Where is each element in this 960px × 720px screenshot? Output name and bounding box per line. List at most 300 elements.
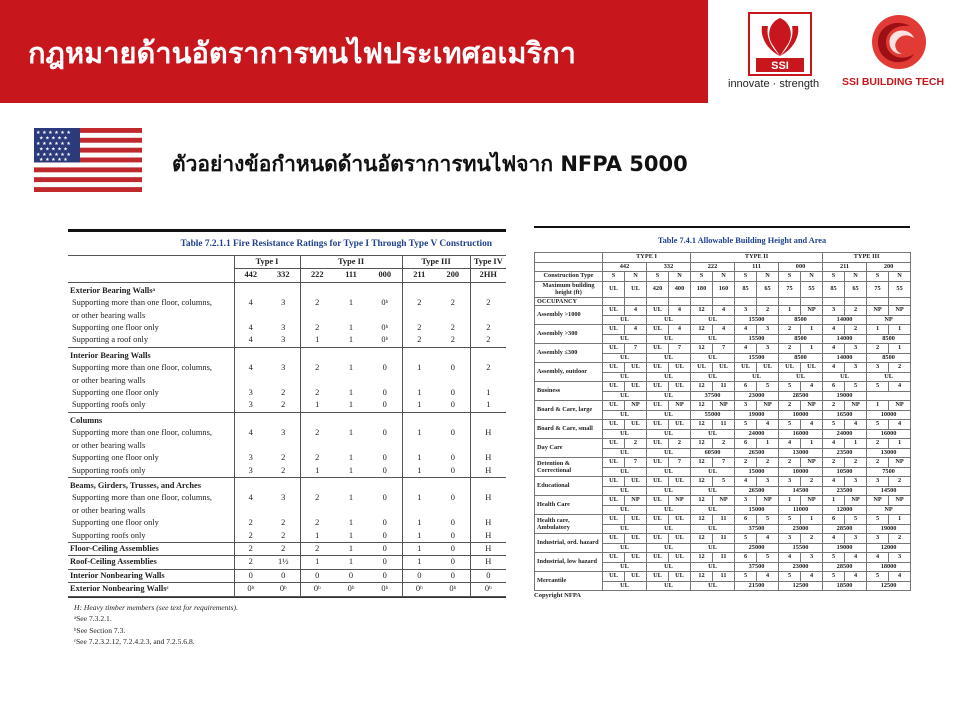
row-label: or other bearing walls xyxy=(72,505,146,515)
footnote: ᵃSee 7.3.2.1. xyxy=(74,614,112,624)
stories-cell: 4 xyxy=(625,325,647,335)
area-cell: UL xyxy=(647,486,691,496)
blank-cell xyxy=(867,297,889,305)
area-cell: UL xyxy=(603,581,647,591)
stories-cell: 12 xyxy=(691,496,713,506)
rating-cell: 1 xyxy=(348,388,354,398)
stories-cell: 7 xyxy=(713,458,735,468)
rating-cell: 0 xyxy=(436,530,470,543)
stories-cell: NP xyxy=(867,306,889,316)
svg-text:★ ★ ★ ★ ★ ★: ★ ★ ★ ★ ★ ★ xyxy=(36,130,71,136)
rating-cell: 1 xyxy=(348,323,354,333)
rating-cell: H xyxy=(470,492,506,504)
area-cell: UL xyxy=(691,581,735,591)
code-header: 200 xyxy=(867,262,911,272)
rating-cell: 3 xyxy=(281,428,286,438)
rating-cell: 2 xyxy=(300,387,334,399)
rating-cell: 2 xyxy=(234,530,267,543)
construction-type-label: Construction Type xyxy=(535,272,603,282)
area-cell: 28500 xyxy=(779,391,823,401)
table-row xyxy=(68,322,506,334)
stories-cell: 4 xyxy=(757,572,779,582)
stories-cell: 4 xyxy=(713,306,735,316)
rating-cell: 2 xyxy=(450,323,455,333)
rating-cell: 1 xyxy=(334,556,368,569)
stories-cell: UL xyxy=(625,572,647,582)
rating-cell xyxy=(300,440,334,452)
stories-cell: 5 xyxy=(823,553,845,563)
stories-cell: 5 xyxy=(779,572,801,582)
area-cell: 25000 xyxy=(735,543,779,553)
stories-cell: 11 xyxy=(713,572,735,582)
stories-cell: 2 xyxy=(867,439,889,449)
stories-cell: 7 xyxy=(625,458,647,468)
rating-cell: 1 xyxy=(402,387,436,399)
area-cell: UL xyxy=(691,467,735,477)
stories-cell: UL xyxy=(603,325,625,335)
svg-text:★ ★ ★ ★ ★: ★ ★ ★ ★ ★ xyxy=(39,135,68,142)
table-row xyxy=(68,347,506,362)
rating-cell: 0 xyxy=(368,530,402,543)
occupancy-name: Assembly, outdoor xyxy=(535,363,603,382)
rating-cell: 0 xyxy=(267,569,300,582)
code-header: 200 xyxy=(436,269,470,282)
rating-cell xyxy=(436,347,470,362)
stories-cell: NP xyxy=(625,401,647,411)
stories-cell: 5 xyxy=(757,553,779,563)
area-cell: UL xyxy=(823,372,867,382)
blank-cell xyxy=(647,297,669,305)
area-cell: UL xyxy=(691,429,735,439)
area-cell: UL xyxy=(603,543,647,553)
stories-cell: 5 xyxy=(823,420,845,430)
stories-cell: 2 xyxy=(845,325,867,335)
rating-cell: 2 xyxy=(300,517,334,529)
blank-cell xyxy=(867,391,911,401)
svg-text:★ ★ ★ ★ ★ ★: ★ ★ ★ ★ ★ ★ xyxy=(36,152,71,158)
table-row xyxy=(68,492,506,504)
row-label: Exterior Bearing Wallsᵃ xyxy=(70,285,155,295)
rating-cell: 1 xyxy=(402,517,436,529)
rating-cell: 0 xyxy=(450,493,455,503)
stories-cell: 4 xyxy=(735,325,757,335)
rating-cell xyxy=(402,375,436,387)
area-cell: 23000 xyxy=(779,524,823,534)
table-row xyxy=(68,297,506,309)
rating-cell: 1 xyxy=(402,492,436,504)
rating-cell: 0 xyxy=(234,569,267,582)
stories-cell: NP xyxy=(889,496,911,506)
table-footnotes xyxy=(68,602,506,648)
rating-cell: 0ᵇ xyxy=(334,583,368,596)
table-row xyxy=(535,477,911,487)
occupancy-name: Educational xyxy=(535,477,603,496)
rating-cell: 1 xyxy=(470,387,506,399)
stories-cell: 3 xyxy=(735,496,757,506)
stories-cell: UL xyxy=(647,458,669,468)
stories-cell: UL xyxy=(801,363,823,373)
area-cell: 23500 xyxy=(823,486,867,496)
stories-cell: 12 xyxy=(691,420,713,430)
area-cell: UL xyxy=(691,543,735,553)
area-cell: UL xyxy=(691,524,735,534)
rating-cell: 4 xyxy=(234,334,267,347)
table-row xyxy=(68,569,506,582)
stories-cell: 3 xyxy=(889,553,911,563)
rating-cell: 0 xyxy=(334,569,368,582)
stories-cell: UL xyxy=(603,477,625,487)
stories-cell: 12 xyxy=(691,477,713,487)
rating-cell: 0 xyxy=(368,542,402,555)
area-cell: 21500 xyxy=(735,581,779,591)
row-label: Supporting roofs only xyxy=(68,530,234,543)
sn-cell: S xyxy=(867,272,889,282)
occupancy-name: Health Care xyxy=(535,496,603,515)
rating-cell xyxy=(470,375,506,387)
rating-cell: 3 xyxy=(281,493,286,503)
area-cell: 14000 xyxy=(823,315,867,325)
rating-cell: 1 xyxy=(334,542,368,555)
stories-cell: 3 xyxy=(845,344,867,354)
table-bottom-rule xyxy=(68,597,506,598)
rating-cell xyxy=(334,375,368,387)
table-row xyxy=(68,362,506,374)
code-header: 211 xyxy=(402,269,436,282)
table-row xyxy=(535,262,911,272)
stories-cell: 2 xyxy=(779,344,801,354)
stories-cell: 7 xyxy=(625,344,647,354)
allowable-height-area-caption: Table 7.4.1 Allowable Building Height and Area xyxy=(657,236,827,245)
rating-cell xyxy=(300,282,334,297)
blank-cell xyxy=(779,297,801,305)
rating-cell xyxy=(267,477,300,492)
table-row xyxy=(68,387,506,399)
table-row xyxy=(68,530,506,543)
stories-cell: 4 xyxy=(625,306,647,316)
row-label: or other bearing walls xyxy=(72,310,146,320)
area-cell: 8500 xyxy=(779,315,823,325)
rating-cell: 0ᵇ xyxy=(402,583,436,596)
rating-cell: 2 xyxy=(450,298,455,308)
stories-cell: UL xyxy=(647,344,669,354)
row-label: Beams, Girders, Trusses, and Arches xyxy=(70,480,201,490)
rating-cell xyxy=(470,310,506,322)
area-cell: 12000 xyxy=(867,543,911,553)
stories-cell: UL xyxy=(647,420,669,430)
stories-cell: NP xyxy=(801,401,823,411)
stories-cell: UL xyxy=(625,382,647,392)
stories-cell: 4 xyxy=(801,382,823,392)
area-cell: 12000 xyxy=(823,505,867,515)
table-row xyxy=(535,253,911,263)
area-cell: 24000 xyxy=(823,429,867,439)
rating-cell: 2 xyxy=(267,530,300,543)
stories-cell: UL xyxy=(669,515,691,525)
allowable-height-area-grid xyxy=(534,252,911,591)
code-header: 332 xyxy=(267,269,300,282)
blank-cell xyxy=(735,297,757,305)
rating-cell: 1 xyxy=(334,530,368,543)
rating-cell: 1 xyxy=(300,334,334,347)
stories-cell: 6 xyxy=(735,515,757,525)
stories-cell: NP xyxy=(625,496,647,506)
area-cell: 12500 xyxy=(867,581,911,591)
rating-cell xyxy=(470,505,506,517)
height-cell: 75 xyxy=(779,281,801,297)
rating-cell xyxy=(300,505,334,517)
height-cell: 55 xyxy=(889,281,911,297)
stories-cell: 3 xyxy=(867,534,889,544)
rating-cell xyxy=(470,477,506,492)
table-row xyxy=(535,325,911,335)
rating-cell xyxy=(234,347,267,362)
blank-cell xyxy=(625,297,647,305)
stories-cell: 12 xyxy=(691,572,713,582)
rating-cell: 0 xyxy=(382,493,387,503)
rating-cell xyxy=(470,347,506,362)
row-label: or other bearing walls xyxy=(72,440,146,450)
type-header: Type IV xyxy=(470,256,506,269)
table-row xyxy=(535,496,911,506)
area-cell: 28500 xyxy=(823,562,867,572)
rating-cell: 1 xyxy=(402,465,436,478)
occupancy-name: Detention & Correctional xyxy=(535,458,603,477)
occupancy-name: Mercantile xyxy=(535,572,603,591)
row-label: Supporting more than one floor, columns, xyxy=(72,428,212,438)
stories-cell: 4 xyxy=(669,306,691,316)
rating-cell: 4 xyxy=(234,297,267,309)
area-cell: UL xyxy=(603,524,647,534)
stories-cell: 4 xyxy=(823,325,845,335)
stories-cell: 3 xyxy=(845,534,867,544)
row-label: Supporting roofs only xyxy=(68,399,234,412)
area-cell: UL xyxy=(691,562,735,572)
occupancy-name: Assembly >1000 xyxy=(535,306,603,325)
stories-cell: UL xyxy=(647,325,669,335)
rating-cell: 0 xyxy=(402,569,436,582)
blank-cell xyxy=(823,297,845,305)
rating-cell: H xyxy=(470,530,506,543)
height-cell: 65 xyxy=(845,281,867,297)
stories-cell: UL xyxy=(669,363,691,373)
us-flag-icon xyxy=(34,128,142,192)
area-cell: UL xyxy=(603,391,647,401)
area-cell: 15500 xyxy=(735,315,779,325)
row-label: Supporting one floor only xyxy=(72,453,159,463)
rating-cell: 0ᵇ xyxy=(381,298,389,308)
rating-cell xyxy=(267,282,300,297)
stories-cell: 2 xyxy=(889,363,911,373)
area-cell: UL xyxy=(647,391,691,401)
stories-cell: 6 xyxy=(823,515,845,525)
stories-cell: 5 xyxy=(757,515,779,525)
stories-cell: 4 xyxy=(889,572,911,582)
stories-cell: 11 xyxy=(713,420,735,430)
stories-cell: UL xyxy=(603,382,625,392)
area-cell: UL xyxy=(691,315,735,325)
rating-cell: 0 xyxy=(368,399,402,412)
rating-cell: 0ᵇ xyxy=(368,583,402,596)
rating-cell xyxy=(470,440,506,452)
occupancy-name: Business xyxy=(535,382,603,401)
area-cell: 26500 xyxy=(735,486,779,496)
code-header: 442 xyxy=(603,262,647,272)
stories-cell: 5 xyxy=(779,420,801,430)
stories-cell: 4 xyxy=(779,553,801,563)
rating-cell: 1 xyxy=(334,465,368,478)
area-cell: 19000 xyxy=(735,410,779,420)
rating-cell: 3 xyxy=(234,452,267,464)
rating-cell: 2 xyxy=(300,542,334,555)
page-title: กฎหมายด้านอัตราการทนไฟประเทศอเมริกา xyxy=(28,36,576,70)
rating-cell xyxy=(267,347,300,362)
rating-cell: 2 xyxy=(234,556,267,569)
blank-cell xyxy=(889,297,911,305)
row-label: Interior Nonbearing Walls xyxy=(68,569,234,582)
stories-cell: UL xyxy=(625,553,647,563)
area-cell: UL xyxy=(603,372,647,382)
stories-cell: 3 xyxy=(779,534,801,544)
row-label: Supporting more than one floor, columns, xyxy=(72,363,212,373)
rating-cell: 0 xyxy=(368,465,402,478)
stories-cell: 3 xyxy=(801,553,823,563)
rating-cell xyxy=(402,477,436,492)
stories-cell: UL xyxy=(603,439,625,449)
row-label: or other bearing walls xyxy=(72,375,146,385)
rating-cell xyxy=(334,347,368,362)
rating-cell xyxy=(368,477,402,492)
stories-cell: 11 xyxy=(713,382,735,392)
stories-cell: 6 xyxy=(735,439,757,449)
stories-cell: 5 xyxy=(845,382,867,392)
rating-cell: 2 xyxy=(267,465,300,478)
stories-cell: 4 xyxy=(823,344,845,354)
rating-cell: 0 xyxy=(450,388,455,398)
stories-cell: 3 xyxy=(735,401,757,411)
table-row xyxy=(535,401,911,411)
stories-cell: 5 xyxy=(867,420,889,430)
stories-cell: 5 xyxy=(713,477,735,487)
stories-cell: 1 xyxy=(889,439,911,449)
fire-resistance-table xyxy=(68,229,506,648)
rating-cell: 0 xyxy=(436,569,470,582)
stories-cell: UL xyxy=(603,515,625,525)
stories-cell: UL xyxy=(603,572,625,582)
area-cell: UL xyxy=(647,372,691,382)
occupancy-name: Industrial, ord. hazard xyxy=(535,534,603,553)
stories-cell: 1 xyxy=(801,439,823,449)
area-cell: UL xyxy=(647,410,691,420)
stories-cell: 4 xyxy=(867,553,889,563)
stories-cell: 3 xyxy=(757,344,779,354)
stories-cell: NP xyxy=(867,496,889,506)
area-cell: UL xyxy=(647,448,691,458)
area-cell: 7500 xyxy=(867,467,911,477)
stories-cell: 7 xyxy=(669,458,691,468)
stories-cell: 5 xyxy=(845,515,867,525)
stories-cell: UL xyxy=(603,534,625,544)
stories-cell: 1 xyxy=(867,325,889,335)
rating-cell xyxy=(368,440,402,452)
table-row xyxy=(68,427,506,439)
area-cell: 37500 xyxy=(735,524,779,534)
stories-cell: 1 xyxy=(779,306,801,316)
occupancy-name: Board & Care, large xyxy=(535,401,603,420)
rating-cell xyxy=(267,440,300,452)
rating-cell: 2 xyxy=(267,399,300,412)
occupancy-name: Day Care xyxy=(535,439,603,458)
height-cell: 85 xyxy=(735,281,757,297)
area-cell: 55000 xyxy=(691,410,735,420)
stories-cell: 12 xyxy=(691,306,713,316)
occupancy-name: Assembly >300 xyxy=(535,325,603,344)
stories-cell: NP xyxy=(845,401,867,411)
sn-cell: N xyxy=(713,272,735,282)
area-cell: NP xyxy=(867,505,911,515)
height-cell: 85 xyxy=(823,281,845,297)
header-blank xyxy=(68,256,234,269)
area-cell: UL xyxy=(779,372,823,382)
rating-cell: 2 xyxy=(281,453,286,463)
row-label: Supporting one floor only xyxy=(72,518,159,528)
rating-cell: 1 xyxy=(348,298,354,308)
occupancy-name: Health care, Ambulatory xyxy=(535,515,603,534)
rating-cell: 2 xyxy=(402,334,436,347)
table-row xyxy=(68,452,506,464)
sn-cell: S xyxy=(823,272,845,282)
stories-cell: UL xyxy=(647,401,669,411)
area-cell: UL xyxy=(603,448,647,458)
rating-cell: 2 xyxy=(234,542,267,555)
stories-cell: 4 xyxy=(889,420,911,430)
table-row xyxy=(535,297,911,305)
area-cell: 15500 xyxy=(735,334,779,344)
rating-cell: 1 xyxy=(300,465,334,478)
row-label: Floor-Ceiling Assemblies xyxy=(68,542,234,555)
table-row xyxy=(535,281,911,297)
height-cell: UL xyxy=(625,281,647,297)
stories-cell: NP xyxy=(713,401,735,411)
stories-cell: UL xyxy=(669,382,691,392)
area-cell: 8500 xyxy=(867,334,911,344)
stories-cell: NP xyxy=(669,496,691,506)
code-header: 222 xyxy=(691,262,735,272)
stories-cell: 4 xyxy=(845,572,867,582)
stories-cell: 1 xyxy=(801,515,823,525)
allowable-height-area-table xyxy=(534,226,910,599)
stories-cell: UL xyxy=(603,458,625,468)
stories-cell: NP xyxy=(757,496,779,506)
stories-cell: UL xyxy=(669,572,691,582)
table-row xyxy=(68,556,506,569)
stories-cell: 5 xyxy=(757,382,779,392)
stories-cell: 4 xyxy=(823,477,845,487)
area-cell: UL xyxy=(691,334,735,344)
stories-cell: UL xyxy=(691,363,713,373)
stories-cell: 2 xyxy=(823,401,845,411)
area-cell: NP xyxy=(867,315,911,325)
area-cell: UL xyxy=(867,372,911,382)
stories-cell: 6 xyxy=(735,382,757,392)
rating-cell: H xyxy=(470,452,506,464)
table-row xyxy=(68,542,506,555)
height-cell: 420 xyxy=(647,281,669,297)
area-cell: 14500 xyxy=(867,486,911,496)
area-cell: 13000 xyxy=(779,448,823,458)
height-cell: 160 xyxy=(713,281,735,297)
table-row xyxy=(68,517,506,529)
blank-cell xyxy=(713,297,735,305)
